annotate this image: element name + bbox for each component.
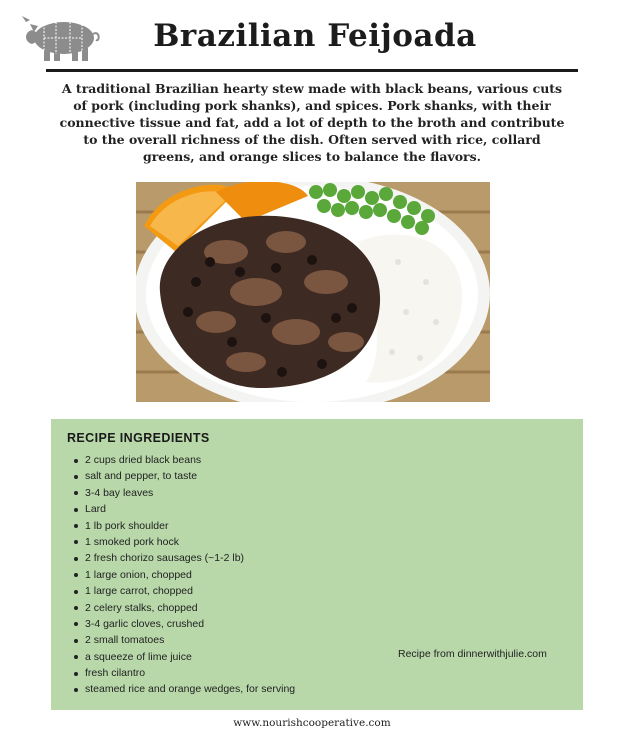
ingredient-item: steamed rice and orange wedges, for serving bbox=[71, 681, 295, 697]
ingredient-item: 2 small tomatoes bbox=[71, 632, 295, 648]
ingredient-item: salt and pepper, to taste bbox=[71, 468, 295, 484]
ingredients-heading: RECIPE INGREDIENTS bbox=[67, 431, 210, 445]
ingredients-panel bbox=[51, 419, 583, 710]
ingredient-item: 1 large carrot, chopped bbox=[71, 583, 295, 599]
ingredients-list bbox=[71, 452, 295, 698]
footer-url: www.nourishcooperative.com bbox=[233, 717, 391, 729]
ingredient-item: Lard bbox=[71, 501, 295, 517]
ingredient-item: 2 cups dried black beans bbox=[71, 452, 295, 468]
feijoada-plate-photo bbox=[136, 182, 490, 402]
ingredient-item: 3-4 garlic cloves, crushed bbox=[71, 616, 295, 632]
ingredient-item: 1 large onion, chopped bbox=[71, 567, 295, 583]
ingredient-item: 1 smoked pork hock bbox=[71, 534, 295, 550]
pig-butcher-cuts-icon bbox=[20, 12, 102, 64]
ingredient-item: 3-4 bay leaves bbox=[71, 485, 295, 501]
page-title: Brazilian Feijoada bbox=[153, 18, 477, 54]
ingredient-item: a squeeze of lime juice bbox=[71, 649, 295, 665]
ingredient-item: fresh cilantro bbox=[71, 665, 295, 681]
ingredient-item: 2 celery stalks, chopped bbox=[71, 600, 295, 616]
title-divider bbox=[46, 69, 578, 72]
ingredient-item: 2 fresh chorizo sausages (~1-2 lb) bbox=[71, 550, 295, 566]
recipe-credit: Recipe from dinnerwithjulie.com bbox=[398, 648, 547, 660]
ingredient-item: 1 lb pork shoulder bbox=[71, 518, 295, 534]
recipe-description: A traditional Brazilian hearty stew made with black beans, various cuts of pork (including pork shanks), and spices. Pork shanks, with their connective tissue and fat, add a lot of depth to the broth and contribute to the overall richness of the dish. Often served with rice, collard greens, and orange slices to balance the flavors. bbox=[59, 81, 565, 164]
